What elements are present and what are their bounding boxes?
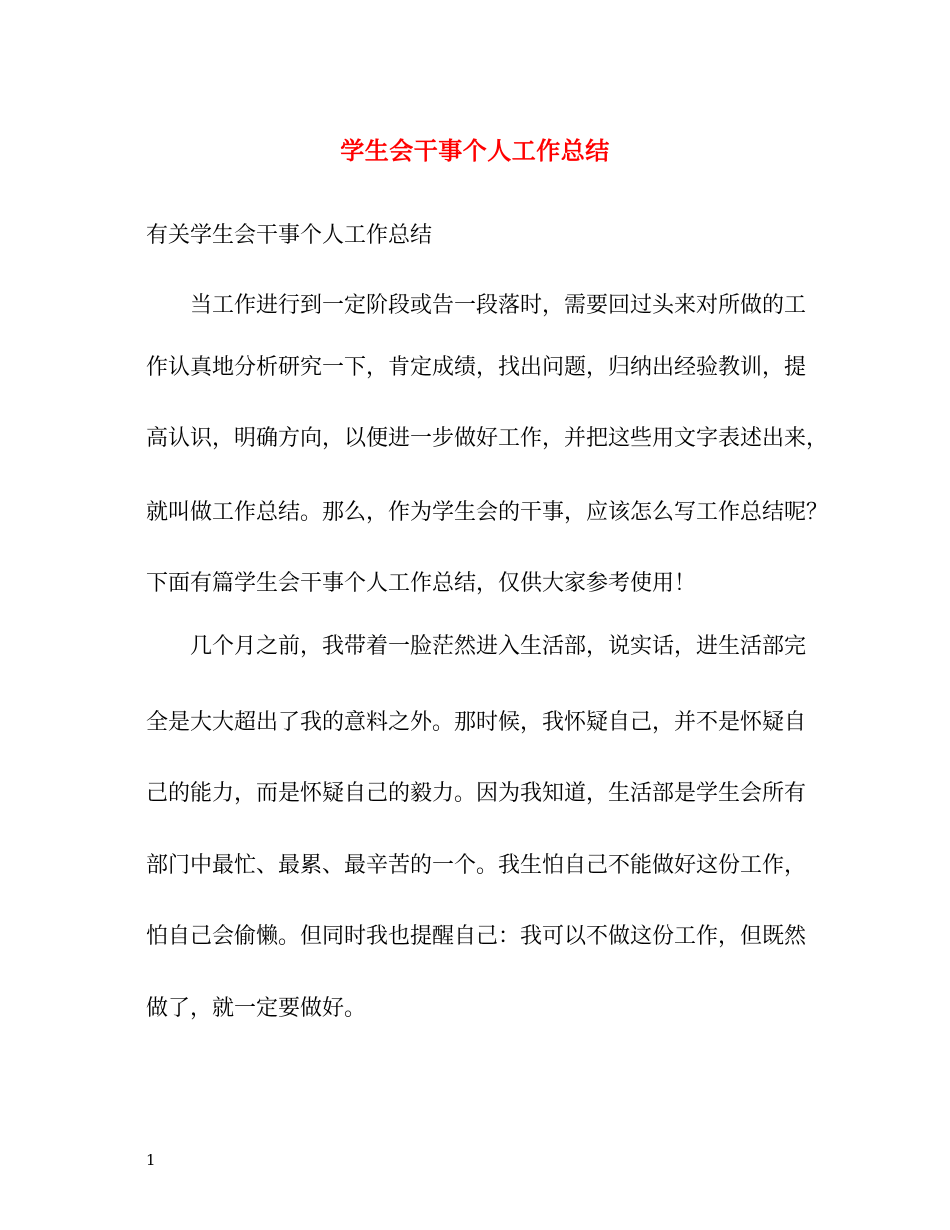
page-number: 1 — [146, 1151, 156, 1169]
document-subtitle: 有关学生会干事个人工作总结 — [146, 223, 433, 248]
paragraph-2-line-3: 己的能力，而是怀疑自己的毅力。因为我知道，生活部是学生会所有 — [146, 781, 807, 806]
paragraph-1-line-3: 高认识，明确方向，以便进一步做好工作，并把这些用文字表述出来， — [146, 426, 829, 451]
paragraph-2-line-4: 部门中最忙、最累、最辛苦的一个。我生怕自己不能做好这份工作， — [146, 853, 807, 878]
paragraph-1-line-5: 下面有篇学生会干事个人工作总结，仅供大家参考使用！ — [146, 571, 697, 596]
paragraph-1-line-2: 作认真地分析研究一下，肯定成绩，找出问题，归纳出经验教训，提 — [146, 355, 807, 380]
paragraph-2-line-5: 怕自己会偷懒。但同时我也提醒自己：我可以不做这份工作，但既然 — [146, 924, 807, 949]
paragraph-2-line-2: 全是大大超出了我的意料之外。那时候，我怀疑自己，并不是怀疑自 — [146, 710, 807, 735]
page-title: 学生会干事个人工作总结 — [340, 136, 610, 165]
paragraph-1-line-1: 当工作进行到一定阶段或告一段落时，需要回过头来对所做的工 — [190, 293, 807, 318]
paragraph-1-line-4: 就叫做工作总结。那么，作为学生会的干事，应该怎么写工作总结呢？ — [146, 500, 829, 525]
paragraph-2-line-6: 做了，就一定要做好。 — [146, 996, 367, 1021]
paragraph-2-line-1: 几个月之前，我带着一脸茫然进入生活部，说实话，进生活部完 — [190, 634, 807, 659]
